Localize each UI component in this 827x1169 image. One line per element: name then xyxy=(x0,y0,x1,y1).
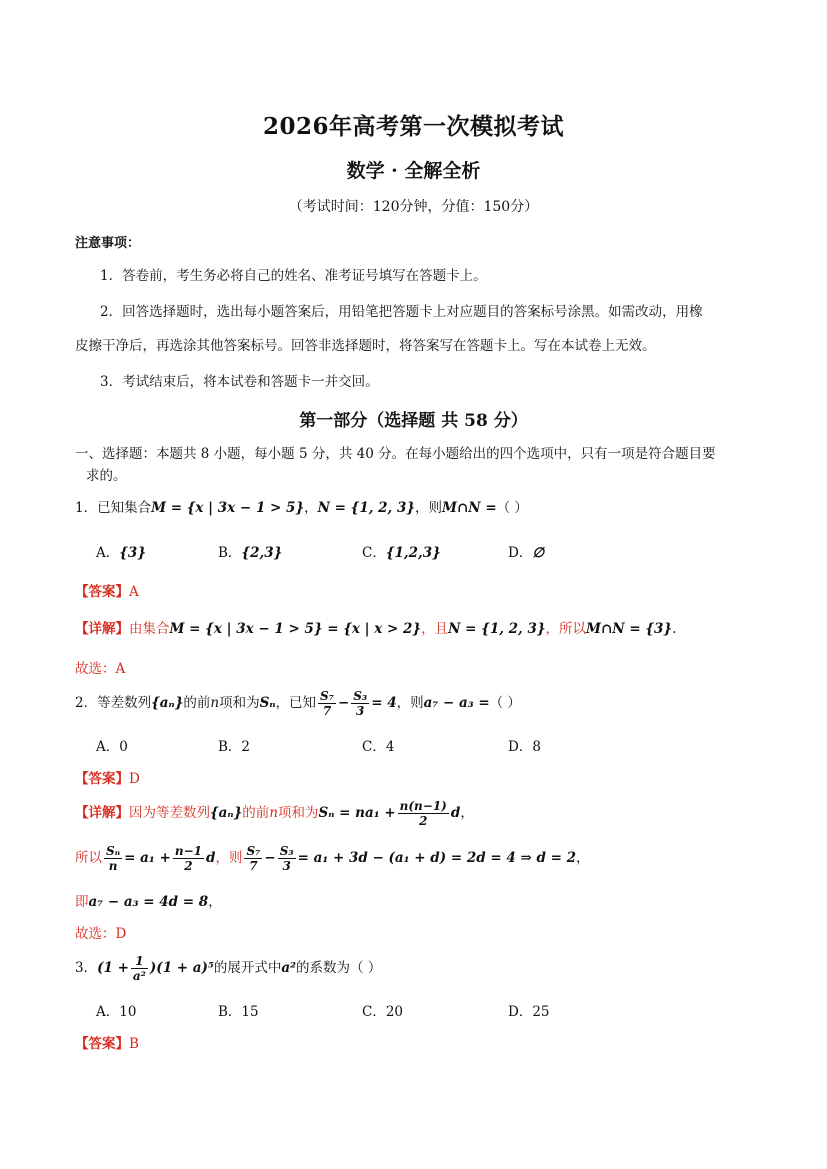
option-label: D． xyxy=(508,1004,533,1020)
option-label: C． xyxy=(362,1004,386,1020)
question-1-separator: ， xyxy=(304,500,318,516)
fraction-numerator: n−1 xyxy=(174,844,202,858)
question-2-detail-line-2 xyxy=(75,843,590,873)
question-2-sequence: {aₙ} xyxy=(151,695,184,711)
minus-sign: − xyxy=(264,850,276,866)
fraction xyxy=(104,844,122,873)
detail-text: 即 xyxy=(75,894,89,910)
detail-text: ，且 xyxy=(421,621,449,637)
question-3-option-b xyxy=(218,1000,259,1020)
option-label: D． xyxy=(508,739,533,755)
minus-sign: − xyxy=(337,695,350,711)
detail-text: ， xyxy=(208,894,222,910)
detail-math: {aₙ} xyxy=(210,805,243,821)
fraction-denominator: n xyxy=(108,859,118,873)
detail-math: = a₁ + xyxy=(124,850,171,866)
option-label: B． xyxy=(218,545,242,561)
option-value: ∅ xyxy=(532,545,545,561)
detail-text: 项和为 xyxy=(278,805,319,821)
fraction-numerator: S₃ xyxy=(353,689,368,703)
fraction-numerator: S₇ xyxy=(320,689,334,703)
question-2-text-d: ，已知 xyxy=(275,695,317,711)
question-2-conclusion xyxy=(75,922,126,942)
detail-text: ，则 xyxy=(215,850,243,866)
detail-text: ， xyxy=(460,805,474,821)
question-2-text-c: 项和为 xyxy=(219,695,260,711)
question-2-text-a: 等差数列 xyxy=(97,695,152,711)
detail-math: = a₁ + 3d − (a₁ + d) = 2d = 4 ⇒ d = 2 xyxy=(297,850,577,866)
question-3-option-c xyxy=(362,1000,403,1020)
option-value: 0 xyxy=(119,739,128,755)
question-1-number: 1． xyxy=(75,500,98,516)
notice-item-3: 3．考试结束后，将本试卷和答题卡一并交回。 xyxy=(100,374,379,390)
fraction-denominator: 3 xyxy=(356,704,365,718)
exam-info: （考试时间：120分钟，分值：150分） xyxy=(288,199,539,215)
fraction xyxy=(278,844,296,873)
option-value: 25 xyxy=(532,1004,550,1020)
fraction-denominator: 2 xyxy=(184,859,193,873)
detail-text: 由集合 xyxy=(129,621,170,637)
notice-item-1: 1．答卷前，考生务必将自己的姓名、准考证号填写在答题卡上。 xyxy=(100,268,487,284)
fraction-denominator: a² xyxy=(132,969,146,983)
question-1-stem xyxy=(75,496,528,516)
answer-value: A xyxy=(129,584,139,600)
option-value: 20 xyxy=(385,1004,404,1020)
equation-rhs: = 4 xyxy=(371,695,397,711)
notice-heading: 注意事项： xyxy=(75,236,141,251)
fraction-denominator: 7 xyxy=(249,859,258,873)
detail-text: . xyxy=(672,621,677,637)
detail-math: Sₙ = na₁ + xyxy=(318,805,396,821)
question-3-answer xyxy=(75,1032,139,1052)
question-1-set-m: M = {x | 3x − 1 > 5} xyxy=(151,500,305,516)
question-2-text-b: 的前 xyxy=(183,695,211,711)
detail-math: d xyxy=(450,805,461,821)
answer-value: B xyxy=(129,1036,139,1052)
question-2-answer xyxy=(75,767,140,787)
option-value: {3} xyxy=(119,545,147,561)
question-2-n: n xyxy=(210,695,220,711)
question-2-option-b xyxy=(218,735,250,755)
question-3-text-b: 的系数为（ ） xyxy=(296,960,382,976)
conclusion-label: 故选： xyxy=(75,926,116,942)
question-1-option-d xyxy=(508,541,544,561)
fraction xyxy=(351,689,369,718)
detail-text: ，所以 xyxy=(545,621,587,637)
fraction-numerator: S₃ xyxy=(279,844,294,858)
option-label: A． xyxy=(96,545,120,561)
question-2-number: 2． xyxy=(75,695,98,711)
detail-text: 所以 xyxy=(75,850,102,866)
fraction xyxy=(173,844,204,873)
detail-math: a₇ − a₃ = 4d = 8 xyxy=(88,894,209,910)
question-3-stem xyxy=(75,952,381,984)
option-value: 8 xyxy=(532,739,541,755)
fraction xyxy=(131,954,148,983)
detail-math: M = {x | 3x − 1 > 5} = {x | x > 2} xyxy=(169,621,422,637)
question-1-blank: （ ） xyxy=(496,500,528,516)
option-value: 4 xyxy=(385,739,395,755)
notice-item-2-line-2: 皮擦干净后，再选涂其他答案标号。回答非选择题时，将答案写在答题卡上。写在本试卷上无效。 xyxy=(75,338,656,354)
question-2-text-e: ，则 xyxy=(396,695,424,711)
fraction xyxy=(398,799,449,828)
option-label: B． xyxy=(218,739,242,755)
conclusion-value: A xyxy=(115,661,126,677)
question-3-option-d xyxy=(508,1000,550,1020)
section-instruction-line-2: 求的。 xyxy=(86,468,127,484)
page-subtitle: 数学 · 全解全析 xyxy=(346,160,481,182)
option-label: C． xyxy=(362,739,386,755)
option-label: C． xyxy=(362,545,386,561)
option-value: 2 xyxy=(241,739,251,755)
question-2-detail-line-3 xyxy=(75,890,222,910)
conclusion-label: 故选： xyxy=(75,661,116,677)
question-1-set-n: N = {1, 2, 3} xyxy=(317,500,416,516)
question-1-option-c xyxy=(362,541,441,561)
question-3-number: 3． xyxy=(75,960,98,976)
detail-text: 的前 xyxy=(242,805,270,821)
question-2-option-a xyxy=(96,735,128,755)
question-3-term: a² xyxy=(281,960,297,976)
question-3-expression-a: (1 + xyxy=(97,960,129,976)
fraction-numerator: 1 xyxy=(131,954,148,969)
detail-math: N = {1, 2, 3} xyxy=(448,621,546,637)
question-1-conclusion xyxy=(75,657,125,677)
detail-text: 因为等差数列 xyxy=(129,805,210,821)
question-2-blank: （ ） xyxy=(489,695,521,711)
detail-label: 【详解】 xyxy=(75,805,129,821)
page-title: 2026年高考第一次模拟考试 xyxy=(262,113,564,140)
fraction-denominator: 2 xyxy=(419,814,428,828)
option-label: B． xyxy=(218,1004,242,1020)
answer-label: 【答案】 xyxy=(75,771,129,787)
question-2-option-d xyxy=(508,735,541,755)
option-value: 10 xyxy=(119,1004,137,1020)
section-instruction-line-1: 一、选择题：本题共 8 小题，每小题 5 分，共 40 分。在每小题给出的四个选项中，只有一项是符合题目要 xyxy=(75,446,716,462)
question-2-sn: Sₙ xyxy=(259,695,276,711)
question-1-text-a: 已知集合 xyxy=(97,500,152,516)
section-heading: 第一部分（选择题 共 58 分） xyxy=(299,411,528,431)
question-1-expression: M∩N = xyxy=(442,500,497,516)
option-value: {1,2,3} xyxy=(385,545,441,561)
fraction-numerator: n(n−1) xyxy=(399,799,447,813)
question-2-expression: a₇ − a₃ = xyxy=(423,695,490,711)
fraction-numerator: Sₙ xyxy=(106,844,121,858)
question-2-option-c xyxy=(362,735,394,755)
fraction-denominator: 3 xyxy=(282,859,291,873)
detail-math: M∩N = {3} xyxy=(586,621,673,637)
question-2-detail-line-1 xyxy=(75,798,474,828)
question-1-option-b xyxy=(218,541,282,561)
question-1-text-b: ，则 xyxy=(415,500,443,516)
answer-label: 【答案】 xyxy=(75,584,129,600)
answer-label: 【答案】 xyxy=(75,1036,129,1052)
detail-text: ， xyxy=(576,850,590,866)
detail-label: 【详解】 xyxy=(75,621,129,637)
conclusion-value: D xyxy=(115,926,127,942)
question-3-option-a xyxy=(96,1000,136,1020)
answer-value: D xyxy=(129,771,140,787)
option-value: 15 xyxy=(241,1004,259,1020)
question-1-option-a xyxy=(96,541,146,561)
fraction xyxy=(244,844,262,873)
detail-math: d xyxy=(206,850,216,866)
fraction xyxy=(318,689,336,718)
detail-math: n xyxy=(269,805,278,821)
option-label: A． xyxy=(96,1004,120,1020)
option-label: D． xyxy=(508,545,533,561)
question-1-answer xyxy=(75,580,139,600)
question-3-expression-b: )(1 + a)⁵ xyxy=(149,960,214,976)
option-label: A． xyxy=(96,739,120,755)
fraction-denominator: 7 xyxy=(322,704,332,718)
question-2-stem xyxy=(75,688,521,718)
fraction-numerator: S₇ xyxy=(246,844,261,858)
option-value: {2,3} xyxy=(241,545,283,561)
question-1-detail xyxy=(75,617,676,637)
notice-item-2-line-1: 2．回答选择题时，选出每小题答案后，用铅笔把答题卡上对应题目的答案标号涂黑。如需改动，用橡 xyxy=(100,304,703,320)
question-3-text-a: 的展开式中 xyxy=(213,960,282,976)
